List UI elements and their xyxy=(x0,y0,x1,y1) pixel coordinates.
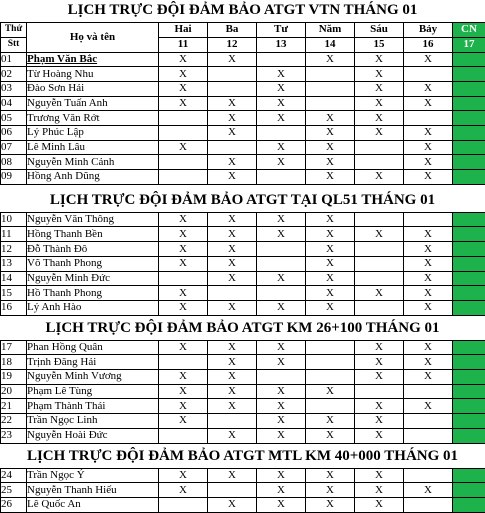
sunday-cell xyxy=(453,384,485,399)
duty-mark: X xyxy=(355,414,404,429)
member-name: Lê Minh Lâu xyxy=(27,140,159,155)
table-row xyxy=(1,212,485,227)
duty-mark: X xyxy=(257,468,306,483)
duty-mark: X xyxy=(306,155,355,170)
duty-mark xyxy=(257,170,306,185)
row-number: 25 xyxy=(1,483,27,498)
duty-mark: X xyxy=(404,170,453,185)
duty-mark xyxy=(404,212,453,227)
row-number: 26 xyxy=(1,497,27,512)
duty-mark: X xyxy=(306,286,355,301)
duty-mark: X xyxy=(208,256,257,271)
duty-mark xyxy=(257,256,306,271)
duty-mark xyxy=(404,428,453,443)
sunday-cell xyxy=(453,111,485,126)
member-name: Phạm Thành Thái xyxy=(27,399,159,414)
duty-mark xyxy=(306,81,355,96)
duty-mark: X xyxy=(355,52,404,67)
row-number: 20 xyxy=(1,384,27,399)
duty-mark xyxy=(159,497,208,512)
sunday-cell xyxy=(453,81,485,96)
table-row xyxy=(1,242,485,257)
row-number: 13 xyxy=(1,256,27,271)
duty-mark: X xyxy=(257,414,306,429)
duty-mark: X xyxy=(404,483,453,498)
duty-mark xyxy=(208,67,257,82)
sunday-cell xyxy=(453,399,485,414)
duty-mark: X xyxy=(208,428,257,443)
table-row xyxy=(1,67,485,82)
duty-mark: X xyxy=(208,212,257,227)
duty-mark xyxy=(404,414,453,429)
duty-mark: X xyxy=(306,414,355,429)
row-number: 24 xyxy=(1,468,27,483)
duty-mark xyxy=(208,414,257,429)
sunday-cell xyxy=(453,212,485,227)
duty-mark: X xyxy=(257,96,306,111)
member-name: Trương Văn Rớt xyxy=(27,111,159,126)
duty-mark: X xyxy=(404,242,453,257)
row-number: 22 xyxy=(1,414,27,429)
duty-mark: X xyxy=(306,52,355,67)
section-title: LỊCH TRỰC ĐỘI ĐẢM BẢO ATGT TẠI QL51 THÁNG 01 xyxy=(0,191,485,211)
duty-mark: X xyxy=(159,286,208,301)
name-column-header: Họ và tên xyxy=(27,22,159,52)
sunday-cell xyxy=(453,67,485,82)
duty-mark: X xyxy=(355,428,404,443)
duty-mark: X xyxy=(257,271,306,286)
duty-mark: X xyxy=(355,497,404,512)
duty-mark: X xyxy=(208,497,257,512)
duty-mark xyxy=(306,355,355,370)
sunday-cell xyxy=(453,140,485,155)
member-name: Phạm Lê Tùng xyxy=(27,384,159,399)
table-row xyxy=(1,52,485,67)
day-header: CN xyxy=(453,22,485,37)
sunday-cell xyxy=(453,96,485,111)
duty-mark: X xyxy=(159,468,208,483)
duty-mark: X xyxy=(208,52,257,67)
row-number: 16 xyxy=(1,300,27,315)
duty-mark xyxy=(355,271,404,286)
duty-mark xyxy=(208,286,257,301)
table-row xyxy=(1,271,485,286)
table-row xyxy=(1,227,485,242)
row-number: 17 xyxy=(1,340,27,355)
duty-mark: X xyxy=(257,355,306,370)
row-number: 07 xyxy=(1,140,27,155)
duty-mark: X xyxy=(355,227,404,242)
duty-mark: X xyxy=(208,227,257,242)
duty-mark: X xyxy=(159,300,208,315)
duty-mark: X xyxy=(355,111,404,126)
duty-mark: X xyxy=(404,227,453,242)
table-row xyxy=(1,355,485,370)
duty-mark: X xyxy=(159,67,208,82)
duty-mark: X xyxy=(306,170,355,185)
duty-mark: X xyxy=(208,96,257,111)
row-number: 01 xyxy=(1,52,27,67)
duty-mark: X xyxy=(257,81,306,96)
duty-mark: X xyxy=(208,155,257,170)
sunday-cell xyxy=(453,483,485,498)
sunday-cell xyxy=(453,428,485,443)
duty-mark xyxy=(208,140,257,155)
duty-mark: X xyxy=(404,96,453,111)
duty-mark: X xyxy=(404,140,453,155)
member-name: Nguyễn Tuấn Anh xyxy=(27,96,159,111)
sunday-cell xyxy=(453,170,485,185)
member-name: Đỗ Thành Đô xyxy=(27,242,159,257)
duty-mark: X xyxy=(257,155,306,170)
duty-mark: X xyxy=(208,300,257,315)
schedule-table xyxy=(0,212,485,316)
section-title: LỊCH TRỰC ĐỘI ĐẢM BẢO ATGT VTN THÁNG 01 xyxy=(0,1,485,21)
day-header: Năm xyxy=(306,22,355,37)
sunday-cell xyxy=(453,414,485,429)
duty-mark: X xyxy=(404,300,453,315)
row-number: 10 xyxy=(1,212,27,227)
duty-mark: X xyxy=(257,227,306,242)
row-number: 23 xyxy=(1,428,27,443)
member-name: Nguyễn Thanh Hiếu xyxy=(27,483,159,498)
duty-mark: X xyxy=(257,140,306,155)
member-name: Hồng Anh Dũng xyxy=(27,170,159,185)
duty-mark: X xyxy=(306,428,355,443)
member-name: Nguyễn Minh Cảnh xyxy=(27,155,159,170)
day-header: Hai xyxy=(159,22,208,37)
duty-mark: X xyxy=(404,355,453,370)
duty-mark: X xyxy=(257,497,306,512)
member-name: Nguyễn Hoài Đức xyxy=(27,428,159,443)
duty-mark: X xyxy=(306,212,355,227)
row-number: 15 xyxy=(1,286,27,301)
duty-mark: X xyxy=(257,428,306,443)
duty-mark xyxy=(306,399,355,414)
member-name: Nguyễn Minh Đức xyxy=(27,271,159,286)
duty-mark xyxy=(159,271,208,286)
duty-mark: X xyxy=(208,125,257,140)
duty-mark: X xyxy=(159,52,208,67)
schedule-table xyxy=(0,340,485,444)
row-number: 12 xyxy=(1,242,27,257)
duty-mark: X xyxy=(159,384,208,399)
sunday-cell xyxy=(453,52,485,67)
duty-mark: X xyxy=(355,483,404,498)
duty-mark: X xyxy=(404,399,453,414)
duty-mark xyxy=(355,140,404,155)
member-name: Lý Phúc Lập xyxy=(27,125,159,140)
duty-mark: X xyxy=(404,155,453,170)
duty-mark xyxy=(159,355,208,370)
duty-mark xyxy=(355,300,404,315)
sunday-cell xyxy=(453,271,485,286)
duty-mark: X xyxy=(306,242,355,257)
duty-mark: X xyxy=(208,170,257,185)
duty-mark: X xyxy=(159,370,208,385)
sunday-cell xyxy=(453,125,485,140)
sunday-cell xyxy=(453,242,485,257)
table-row xyxy=(1,170,485,185)
duty-mark: X xyxy=(404,256,453,271)
table-row xyxy=(1,256,485,271)
duty-mark: X xyxy=(208,111,257,126)
duty-mark xyxy=(159,111,208,126)
member-name: Phạm Văn Bắc xyxy=(27,52,159,67)
member-name: Trịnh Đăng Hải xyxy=(27,355,159,370)
sunday-cell xyxy=(453,497,485,512)
duty-mark xyxy=(257,52,306,67)
duty-mark: X xyxy=(208,384,257,399)
date-header: 11 xyxy=(159,37,208,52)
sunday-cell xyxy=(453,155,485,170)
member-name: Từ Hoàng Nhu xyxy=(27,67,159,82)
day-header: Tư xyxy=(257,22,306,37)
duty-mark: X xyxy=(404,52,453,67)
duty-mark: X xyxy=(159,256,208,271)
duty-mark: X xyxy=(257,111,306,126)
sunday-cell xyxy=(453,300,485,315)
row-number: 18 xyxy=(1,355,27,370)
table-row xyxy=(1,140,485,155)
duty-mark xyxy=(159,125,208,140)
duty-mark xyxy=(306,67,355,82)
duty-mark: X xyxy=(257,212,306,227)
duty-mark: X xyxy=(306,111,355,126)
table-row xyxy=(1,384,485,399)
duty-mark: X xyxy=(355,399,404,414)
duty-mark: X xyxy=(159,242,208,257)
date-header: 16 xyxy=(404,37,453,52)
sunday-cell xyxy=(453,227,485,242)
duty-mark: X xyxy=(257,483,306,498)
section-title: LỊCH TRỰC ĐỘI ĐẢM BẢO ATGT KM 26+100 THÁNG 01 xyxy=(0,319,485,339)
stt-label-top: Thứ xyxy=(1,22,27,37)
duty-mark xyxy=(404,67,453,82)
sunday-cell xyxy=(453,355,485,370)
sunday-cell xyxy=(453,468,485,483)
duty-mark: X xyxy=(404,125,453,140)
sunday-cell xyxy=(453,256,485,271)
duty-mark: X xyxy=(208,271,257,286)
table-row xyxy=(1,414,485,429)
row-number: 19 xyxy=(1,370,27,385)
table-row xyxy=(1,428,485,443)
row-number: 05 xyxy=(1,111,27,126)
row-number: 09 xyxy=(1,170,27,185)
date-header: 15 xyxy=(355,37,404,52)
duty-mark: X xyxy=(306,140,355,155)
member-name: Phan Hồng Quân xyxy=(27,340,159,355)
duty-mark xyxy=(257,370,306,385)
duty-mark: X xyxy=(257,399,306,414)
member-name: Nguyễn Minh Vương xyxy=(27,370,159,385)
duty-mark: X xyxy=(355,286,404,301)
duty-mark xyxy=(257,242,306,257)
table-row xyxy=(1,155,485,170)
row-number: 11 xyxy=(1,227,27,242)
day-header: Ba xyxy=(208,22,257,37)
duty-mark xyxy=(159,428,208,443)
duty-mark: X xyxy=(306,125,355,140)
sunday-cell xyxy=(453,370,485,385)
duty-mark: X xyxy=(208,370,257,385)
table-row xyxy=(1,370,485,385)
row-number: 03 xyxy=(1,81,27,96)
duty-mark: X xyxy=(355,355,404,370)
row-number: 21 xyxy=(1,399,27,414)
duty-mark: X xyxy=(159,96,208,111)
duty-mark: X xyxy=(208,242,257,257)
duty-mark: X xyxy=(257,67,306,82)
duty-mark: X xyxy=(355,340,404,355)
duty-mark xyxy=(306,340,355,355)
member-name: Đào Sơn Hải xyxy=(27,81,159,96)
duty-mark xyxy=(355,155,404,170)
duty-mark: X xyxy=(159,227,208,242)
duty-mark: X xyxy=(257,340,306,355)
day-header: Bảy xyxy=(404,22,453,37)
section-title: LỊCH TRỰC ĐỘI ĐẢM BẢO ATGT MTL KM 40+000 THÁNG 01 xyxy=(0,447,485,467)
stt-label-bottom: Stt xyxy=(1,37,27,52)
member-name: Lê Quốc An xyxy=(27,497,159,512)
duty-mark: X xyxy=(159,212,208,227)
date-header: 14 xyxy=(306,37,355,52)
duty-mark xyxy=(306,96,355,111)
date-header: 12 xyxy=(208,37,257,52)
row-number: 02 xyxy=(1,67,27,82)
duty-mark xyxy=(257,286,306,301)
duty-mark: X xyxy=(306,497,355,512)
duty-mark xyxy=(404,111,453,126)
table-row xyxy=(1,497,485,512)
duty-mark: X xyxy=(257,384,306,399)
duty-mark: X xyxy=(159,140,208,155)
duty-mark: X xyxy=(159,483,208,498)
duty-mark xyxy=(404,468,453,483)
duty-mark: X xyxy=(355,370,404,385)
duty-mark: X xyxy=(355,67,404,82)
duty-mark: X xyxy=(208,399,257,414)
duty-mark: X xyxy=(159,399,208,414)
member-name: Lý Anh Hào xyxy=(27,300,159,315)
table-row xyxy=(1,483,485,498)
table-row xyxy=(1,81,485,96)
duty-mark: X xyxy=(208,340,257,355)
duty-mark: X xyxy=(355,170,404,185)
duty-mark xyxy=(208,81,257,96)
member-name: Nguyễn Văn Thông xyxy=(27,212,159,227)
row-number: 14 xyxy=(1,271,27,286)
member-name: Võ Thanh Phong xyxy=(27,256,159,271)
duty-mark xyxy=(306,370,355,385)
date-header: 13 xyxy=(257,37,306,52)
duty-mark: X xyxy=(257,300,306,315)
duty-mark: X xyxy=(306,483,355,498)
table-row xyxy=(1,300,485,315)
table-row xyxy=(1,125,485,140)
duty-mark: X xyxy=(159,414,208,429)
row-number: 08 xyxy=(1,155,27,170)
date-header: 17 xyxy=(453,37,485,52)
header-row-days xyxy=(1,22,485,37)
member-name: Trần Ngọc Ý xyxy=(27,468,159,483)
duty-mark: X xyxy=(404,271,453,286)
duty-mark xyxy=(404,384,453,399)
table-row xyxy=(1,340,485,355)
duty-mark xyxy=(208,483,257,498)
duty-mark: X xyxy=(306,384,355,399)
duty-mark xyxy=(404,497,453,512)
duty-mark xyxy=(355,384,404,399)
duty-mark: X xyxy=(159,340,208,355)
duty-mark xyxy=(159,155,208,170)
table-row xyxy=(1,111,485,126)
duty-mark: X xyxy=(306,300,355,315)
duty-mark: X xyxy=(306,256,355,271)
member-name: Hồng Thanh Bền xyxy=(27,227,159,242)
duty-mark: X xyxy=(404,286,453,301)
duty-mark: X xyxy=(404,340,453,355)
duty-mark xyxy=(355,256,404,271)
table-row xyxy=(1,468,485,483)
duty-mark xyxy=(159,170,208,185)
table-row xyxy=(1,286,485,301)
duty-mark: X xyxy=(355,96,404,111)
day-header: Sáu xyxy=(355,22,404,37)
duty-mark xyxy=(257,125,306,140)
table-row xyxy=(1,399,485,414)
member-name: Trần Ngọc Linh xyxy=(27,414,159,429)
duty-mark: X xyxy=(355,81,404,96)
duty-mark: X xyxy=(208,355,257,370)
duty-mark xyxy=(355,242,404,257)
schedule-table xyxy=(0,22,485,185)
row-number: 06 xyxy=(1,125,27,140)
duty-mark: X xyxy=(404,370,453,385)
schedule-table xyxy=(0,468,485,513)
duty-mark: X xyxy=(208,468,257,483)
row-number: 04 xyxy=(1,96,27,111)
sunday-cell xyxy=(453,286,485,301)
sunday-cell xyxy=(453,340,485,355)
duty-mark: X xyxy=(355,468,404,483)
duty-mark: X xyxy=(306,271,355,286)
duty-mark xyxy=(355,212,404,227)
duty-mark: X xyxy=(404,81,453,96)
table-row xyxy=(1,96,485,111)
duty-mark: X xyxy=(306,227,355,242)
duty-mark: X xyxy=(159,81,208,96)
member-name: Hồ Thanh Phong xyxy=(27,286,159,301)
duty-mark: X xyxy=(306,468,355,483)
duty-mark: X xyxy=(355,125,404,140)
